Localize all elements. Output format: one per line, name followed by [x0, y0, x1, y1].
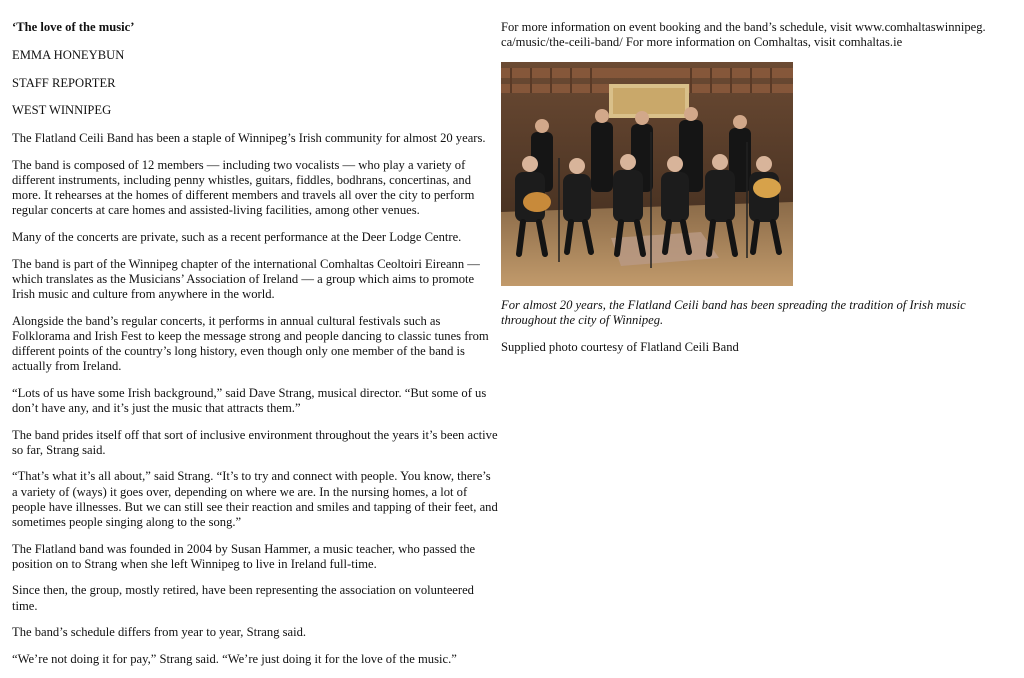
photo-caption: For almost 20 years, the Flatland Ceili band has been spreading the tradition of Irish music throughout the city of Winnipeg.: [501, 297, 966, 327]
article-headline: ‘The love of the music’: [12, 20, 135, 34]
article-paragraph: “Lots of us have some Irish background,” said Dave Strang, musical director. “But some of us don’t have any, and it’s just the music that attracts them.”: [12, 385, 487, 415]
article-paragraph: The band is part of the Winnipeg chapter of the international Comhaltas Ceoltoiri Eireann — which translates as the Musicians’ Association of Ireland — a group which aims to promote Irish music and culture from anywhere in the world.: [12, 256, 480, 301]
article-paragraph: The Flatland band was founded in 2004 by Susan Hammer, a music teacher, who passed the position on to Strang when she left Winnipeg to live in Ireland full-time.: [12, 541, 476, 571]
dateline: WEST WINNIPEG: [12, 103, 112, 118]
article-paragraph: Alongside the band’s regular concerts, it performs in annual cultural festivals such as Folklorama and Irish Fest to keep the message strong and people dancing to classic tunes from different points of the country’s long history, even though only one member of the band is actually from Ireland.: [12, 313, 489, 374]
article-column: [12, 20, 498, 678]
author-role: STAFF REPORTER: [12, 75, 116, 90]
article-paragraph: The Flatland Ceili Band has been a staple of Winnipeg’s Irish community for almost 20 years.: [12, 131, 486, 146]
article-paragraph: “That’s what it’s all about,” said Strang. “It’s to try and connect with people. You know, there’s a variety of (ways) it goes over, depending on where we are. In the nursing homes, a lot of people have illnesses. But we can still see their reaction and smiles and tapping of their feet, and sometimes people singing along to the song.”: [12, 469, 498, 529]
article-paragraph: “We’re not doing it for pay,” Strang said. “We’re just doing it for the love of the music.”: [12, 651, 457, 666]
more-info-text: For more information on event booking and the band’s schedule, visit www.comhaltaswinnipeg. ca/music/the-ceili-band/ For more information on Comhaltas, visit comhaltas.ie: [501, 20, 986, 50]
article-paragraph: Since then, the group, mostly retired, have been representing the association on volunteered time.: [12, 583, 474, 613]
sidebar-column: [501, 20, 991, 366]
article-paragraph: Many of the concerts are private, such as a recent performance at the Deer Lodge Centre.: [12, 229, 462, 244]
band-photo-illustration: [501, 62, 793, 286]
author-name: EMMA HONEYBUN: [12, 47, 125, 62]
band-photo: [501, 62, 793, 286]
article-paragraph: The band prides itself off that sort of inclusive environment throughout the years it’s been active so far, Strang said.: [12, 427, 498, 457]
photo-credit: Supplied photo courtesy of Flatland Ceili Band: [501, 339, 739, 354]
article-paragraph: The band is composed of 12 members — including two vocalists — who play a variety of different instruments, including penny whistles, guitars, fiddles, bodhrans, concertinas, and more. It rehearses at the homes of different members and travels all over the city to perform regular concerts at care homes and assisted-living facilities, among other venues.: [12, 157, 475, 218]
article-paragraph: The band’s schedule differs from year to year, Strang said.: [12, 625, 307, 640]
